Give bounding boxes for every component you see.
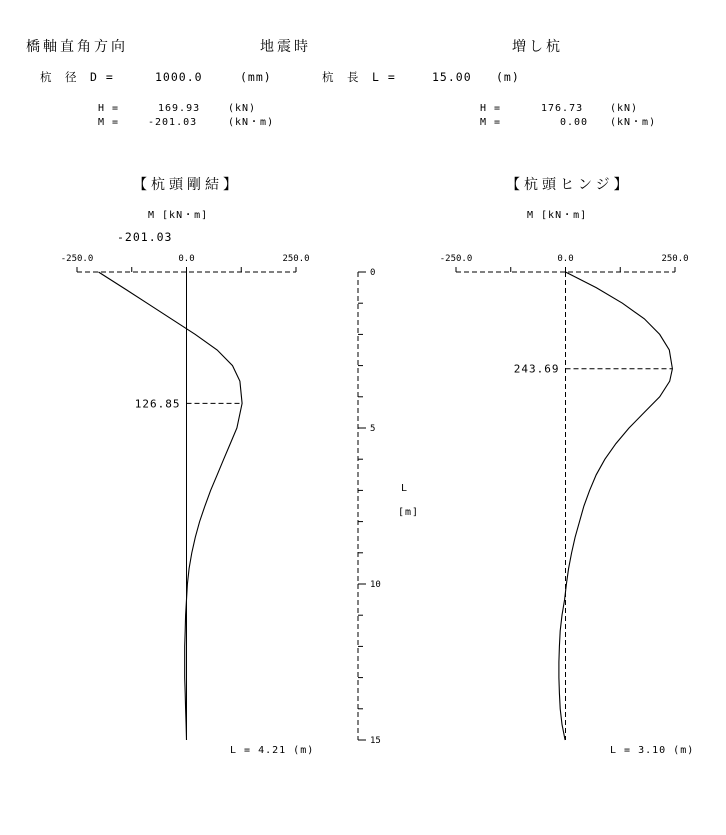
left-h-unit: (kN) bbox=[228, 103, 257, 114]
left-moment-curve bbox=[99, 272, 243, 740]
depth-tick-label: 0 bbox=[370, 268, 376, 278]
right-m-unit: (kN・m) bbox=[610, 117, 657, 128]
condition-label: 地震時 bbox=[260, 39, 311, 55]
left-x-tick-label: 0.0 bbox=[178, 254, 195, 264]
right-m-value: 0.00 bbox=[560, 117, 589, 128]
pile-length-unit: (m) bbox=[496, 70, 520, 84]
left-h-value: 169.93 bbox=[158, 103, 201, 114]
right-max-depth-footer: L = 3.10 (m) bbox=[610, 745, 695, 756]
right-moment-curve bbox=[559, 272, 673, 740]
left-x-tick-label: -250.0 bbox=[60, 254, 94, 264]
pile-diameter-value: 1000.0 bbox=[155, 70, 203, 84]
right-x-tick-label: 0.0 bbox=[557, 254, 574, 264]
depth-axis-unit: [m] bbox=[398, 507, 420, 518]
pile-diameter-label: 杭 径 D = bbox=[40, 70, 114, 84]
right-h-unit: (kN) bbox=[610, 103, 639, 114]
left-top-moment-label: -201.03 bbox=[117, 230, 173, 244]
left-chart-title: 【杭頭剛結】 bbox=[133, 177, 241, 193]
left-h-label: H = bbox=[98, 103, 120, 114]
depth-axis-label: L bbox=[401, 483, 409, 494]
left-max-moment-label: 126.85 bbox=[134, 397, 181, 411]
right-x-tick-label: -250.0 bbox=[439, 254, 473, 264]
right-max-moment-label: 243.69 bbox=[513, 362, 560, 376]
right-x-tick-label: 250.0 bbox=[661, 254, 689, 264]
left-x-tick-label: 250.0 bbox=[282, 254, 310, 264]
right-chart-title: 【杭頭ヒンジ】 bbox=[506, 177, 632, 193]
left-x-axis-label: M [kN・m] bbox=[148, 210, 209, 221]
left-m-label: M = bbox=[98, 117, 120, 128]
depth-tick-label: 10 bbox=[370, 580, 381, 590]
right-h-label: H = bbox=[480, 103, 502, 114]
pile-length-label: 杭 長 L = bbox=[322, 70, 396, 84]
direction-label: 橋軸直角方向 bbox=[26, 39, 128, 55]
left-m-value: -201.03 bbox=[148, 117, 198, 128]
right-x-axis-label: M [kN・m] bbox=[527, 210, 588, 221]
pile-length-value: 15.00 bbox=[432, 70, 472, 84]
left-m-unit: (kN・m) bbox=[228, 117, 275, 128]
right-h-value: 176.73 bbox=[541, 103, 584, 114]
left-max-depth-footer: L = 4.21 (m) bbox=[230, 745, 315, 756]
right-m-label: M = bbox=[480, 117, 502, 128]
pile-diameter-unit: (mm) bbox=[240, 70, 272, 84]
pile-type-label: 増し杭 bbox=[512, 39, 563, 55]
depth-tick-label: 15 bbox=[370, 736, 381, 746]
depth-tick-label: 5 bbox=[370, 424, 376, 434]
